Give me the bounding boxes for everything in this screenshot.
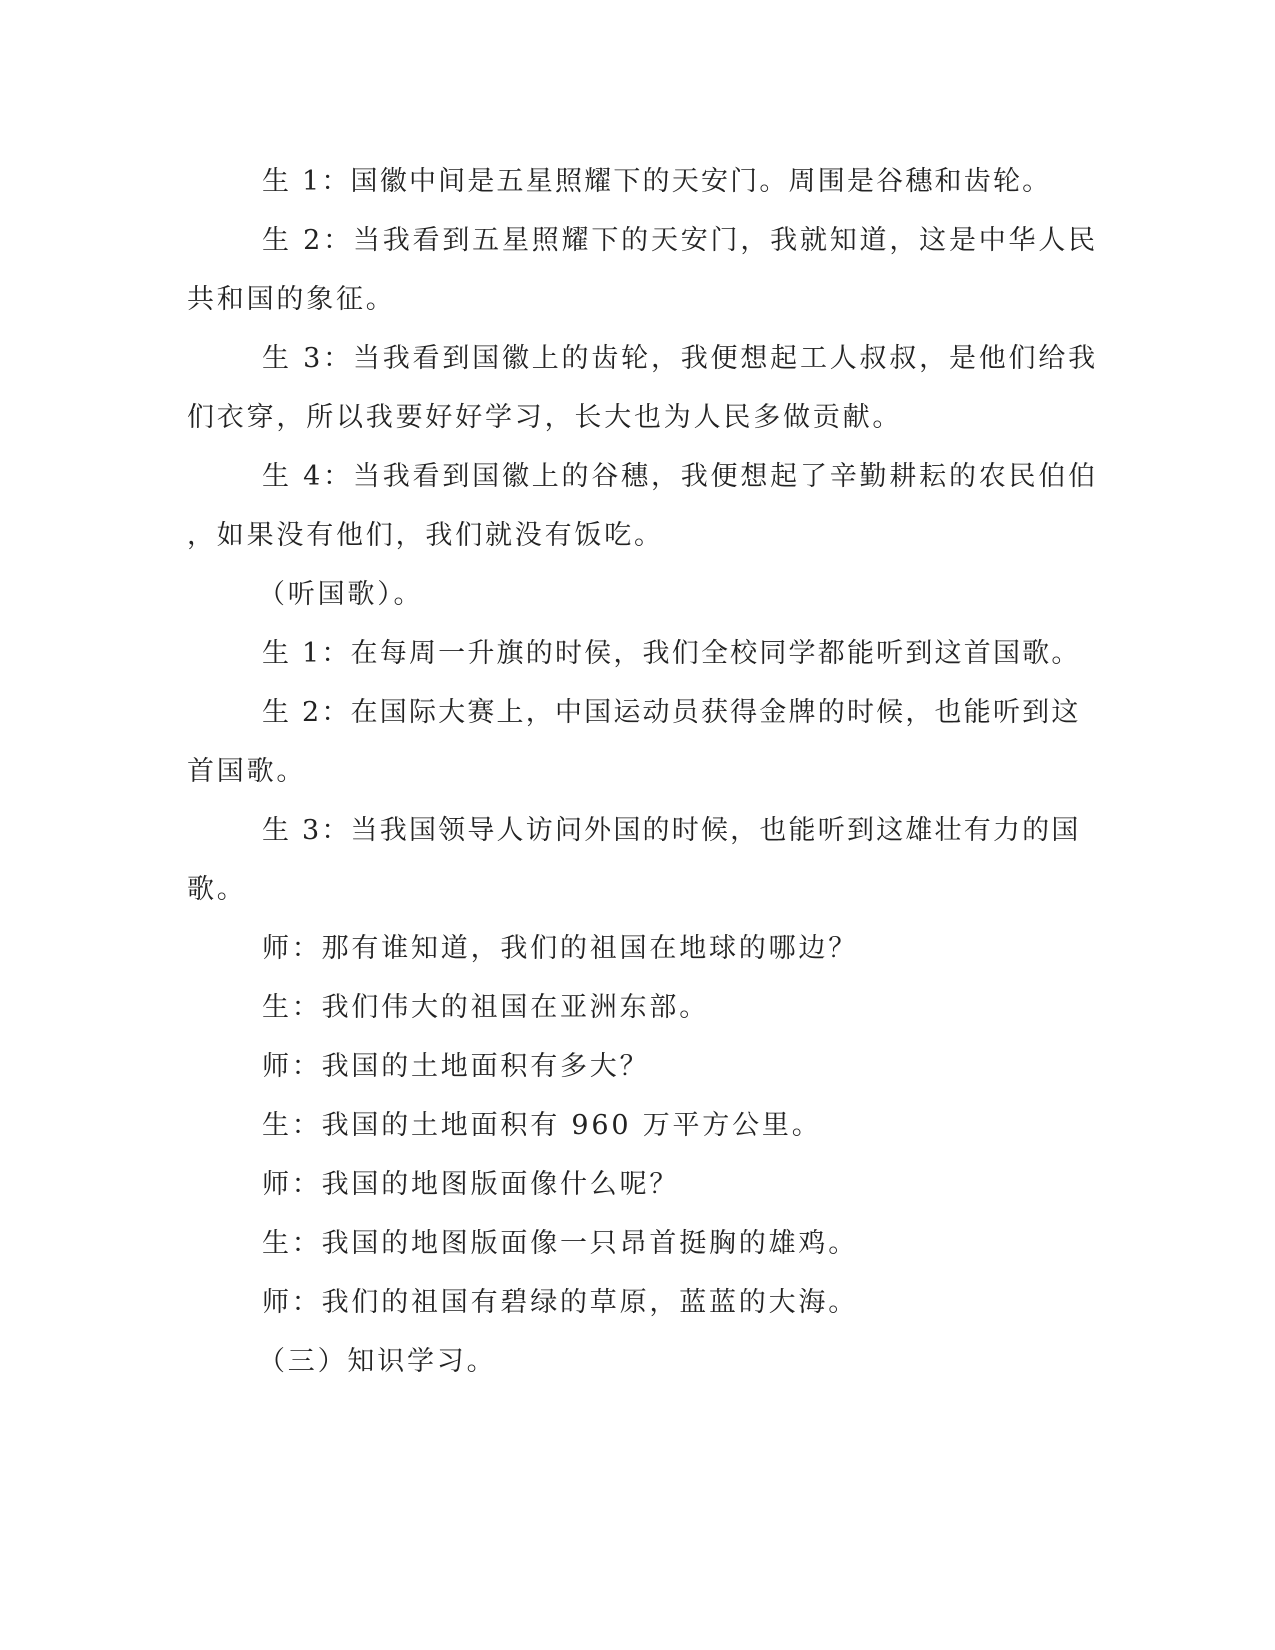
paragraph-line: 歌。 — [187, 874, 247, 905]
paragraph-line: 生 3：当我看到国徽上的齿轮，我便想起工人叔叔，是他们给我 — [262, 343, 1098, 374]
paragraph-line: ，如果没有他们，我们就没有饭吃。 — [187, 520, 664, 551]
section-heading: （三）知识学习。 — [258, 1346, 497, 1377]
paragraph-line: 生 2：在国际大赛上，中国运动员获得金牌的时候，也能听到这 — [262, 697, 1081, 728]
paragraph-line: 生 1：在每周一升旗的时侯，我们全校同学都能听到这首国歌。 — [262, 638, 1081, 669]
paragraph-line: 生：我国的土地面积有 960 万平方公里。 — [262, 1110, 822, 1141]
paragraph-line: 师：那有谁知道，我们的祖国在地球的哪边？ — [262, 933, 858, 964]
paragraph-line: 们衣穿，所以我要好好学习，长大也为人民多做贡献。 — [187, 402, 903, 433]
paragraph-line: 生：我们伟大的祖国在亚洲东部。 — [262, 992, 709, 1023]
paragraph-line: 师：我国的土地面积有多大？ — [262, 1051, 650, 1082]
paragraph-line: 共和国的象征。 — [187, 284, 396, 315]
paragraph-line: 首国歌。 — [187, 756, 307, 787]
paragraph-line: 生：我国的地图版面像一只昂首挺胸的雄鸡。 — [262, 1228, 858, 1259]
paragraph-line: 师：我们的祖国有碧绿的草原，蓝蓝的大海。 — [262, 1287, 858, 1318]
paragraph-line: 生 2：当我看到五星照耀下的天安门，我就知道，这是中华人民 — [262, 225, 1098, 256]
paragraph-line: 生 3：当我国领导人访问外国的时候，也能听到这雄壮有力的国 — [262, 815, 1081, 846]
paragraph-line: （听国歌）。 — [258, 579, 424, 610]
paragraph-line: 生 4：当我看到国徽上的谷穗，我便想起了辛勤耕耘的农民伯伯 — [262, 461, 1098, 492]
paragraph-line: 生 1：国徽中间是五星照耀下的天安门。周围是谷穗和齿轮。 — [262, 166, 1052, 197]
paragraph-line: 师：我国的地图版面像什么呢？ — [262, 1169, 680, 1200]
